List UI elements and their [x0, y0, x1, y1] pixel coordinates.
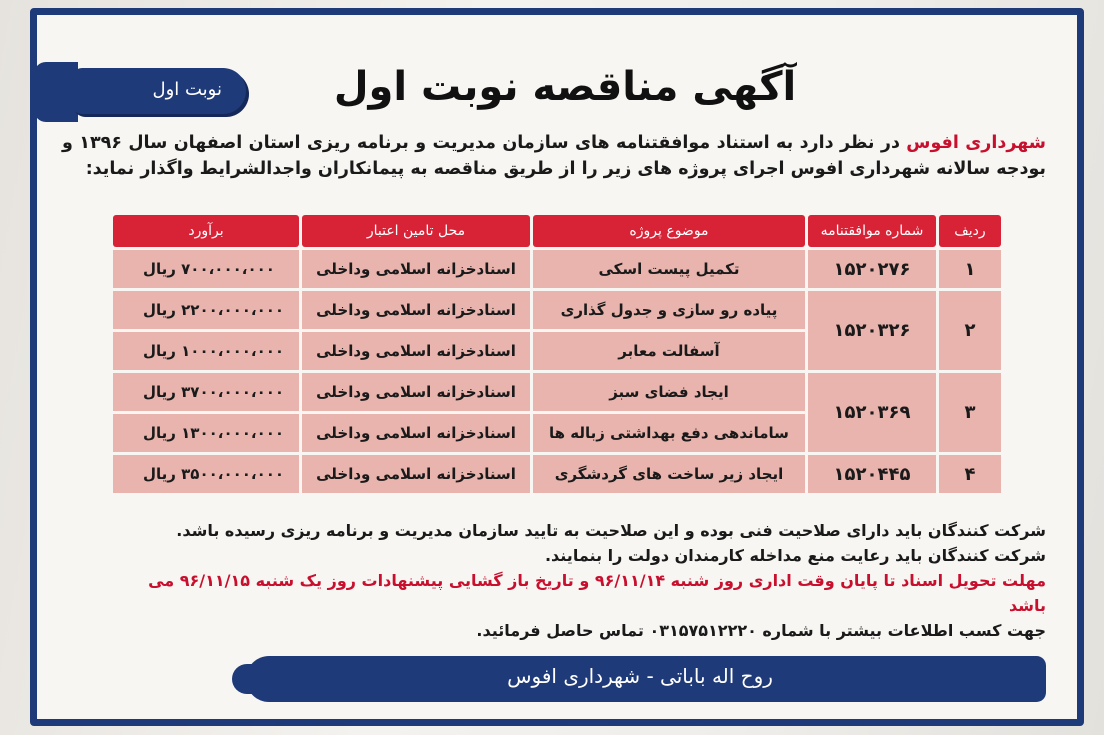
page-title: آگهی مناقصه نوبت اول: [333, 64, 797, 110]
round-badge: [70, 68, 246, 114]
funding-source: اسنادخزانه اسلامی وداخلی: [302, 250, 530, 288]
project-subject: ساماندهی دفع بهداشتی زباله ها: [533, 414, 805, 452]
project-subject: پیاده رو سازی و جدول گذاری: [533, 291, 805, 329]
funding-source: اسنادخزانه اسلامی وداخلی: [302, 414, 530, 452]
project-subject: آسفالت معابر: [533, 332, 805, 370]
row-number: ۲: [939, 291, 1001, 370]
estimate-amount: ۲۲۰۰،۰۰۰،۰۰۰ ریال: [113, 291, 299, 329]
intro-text: در نظر دارد به استناد موافقتنامه های سازمان مدیریت و برنامه ریزی استان اصفهان سال ۱۳۹۶ و بودجه سالانه شهرداری افوس اجرای پروژه های زیر را از طریق مناقصه به پیمانکاران واجدالشرایط واگذار نماید:: [62, 133, 1046, 179]
row-number: ۴: [939, 455, 1001, 493]
contact-info: جهت کسب اطلاعات بیشتر با شماره ۰۳۱۵۷۵۱۲۲۲۰ تماس حاصل فرمائید.: [476, 621, 1046, 640]
estimate-amount: ۱۳۰۰،۰۰۰،۰۰۰ ریال: [113, 414, 299, 452]
row-number: ۳: [939, 373, 1001, 452]
table-row: [113, 373, 1001, 411]
header-funding-source: محل تامین اعتبار: [302, 215, 530, 247]
project-subject: تکمیل پیست اسکی: [533, 250, 805, 288]
funding-source: اسنادخزانه اسلامی وداخلی: [302, 332, 530, 370]
estimate-amount: ۷۰۰،۰۰۰،۰۰۰ ریال: [113, 250, 299, 288]
agreement-number: ۱۵۲۰۳۶۹: [808, 373, 936, 452]
agreement-number: ۱۵۲۰۴۴۵: [808, 455, 936, 493]
signature: روح اله باباتی - شهرداری افوس: [507, 664, 773, 688]
estimate-amount: ۱۰۰۰،۰۰۰،۰۰۰ ریال: [113, 332, 299, 370]
funding-source: اسنادخزانه اسلامی وداخلی: [302, 455, 530, 493]
round-badge-label: نوبت اول: [152, 79, 222, 100]
municipality-name: شهرداری افوس: [906, 133, 1046, 153]
header-estimate: برآورد: [113, 215, 299, 247]
conditions-block: [110, 518, 1046, 643]
table-row: [113, 250, 1001, 288]
table-row: [113, 291, 1001, 329]
funding-source: اسنادخزانه اسلامی وداخلی: [302, 291, 530, 329]
qualification-condition: شرکت کنندگان باید دارای صلاحیت فنی بوده و این صلاحیت به تایید سازمان مدیریت و برنامه ریزی رسیده باشد.: [176, 521, 1046, 540]
table-row: [113, 455, 1001, 493]
row-number: ۱: [939, 250, 1001, 288]
agreement-number: ۱۵۲۰۳۲۶: [808, 291, 936, 370]
project-subject: ایجاد زیر ساخت های گردشگری: [533, 455, 805, 493]
project-subject: ایجاد فضای سبز: [533, 373, 805, 411]
deadline-notice: مهلت تحویل اسناد تا پایان وقت اداری روز شنبه ۹۶/۱۱/۱۴ و تاریخ باز گشایی پیشنهادات روز یک شنبه ۹۶/۱۱/۱۵ می باشد: [148, 571, 1046, 615]
header-agreement-number: شماره موافقتنامه: [808, 215, 936, 247]
estimate-amount: ۳۵۰۰،۰۰۰،۰۰۰ ریال: [113, 455, 299, 493]
funding-source: اسنادخزانه اسلامی وداخلی: [302, 373, 530, 411]
government-employee-condition: شرکت کنندگان باید رعایت منع مداخله کارمندان دولت را بنمایند.: [544, 546, 1046, 565]
intro-paragraph: [62, 130, 1046, 182]
header-row-number: ردیف: [939, 215, 1001, 247]
header-project-subject: موضوع پروژه: [533, 215, 805, 247]
table-header-row: [113, 215, 1001, 247]
agreement-number: ۱۵۲۰۲۷۶: [808, 250, 936, 288]
tender-table: [110, 212, 1004, 496]
estimate-amount: ۳۷۰۰،۰۰۰،۰۰۰ ریال: [113, 373, 299, 411]
